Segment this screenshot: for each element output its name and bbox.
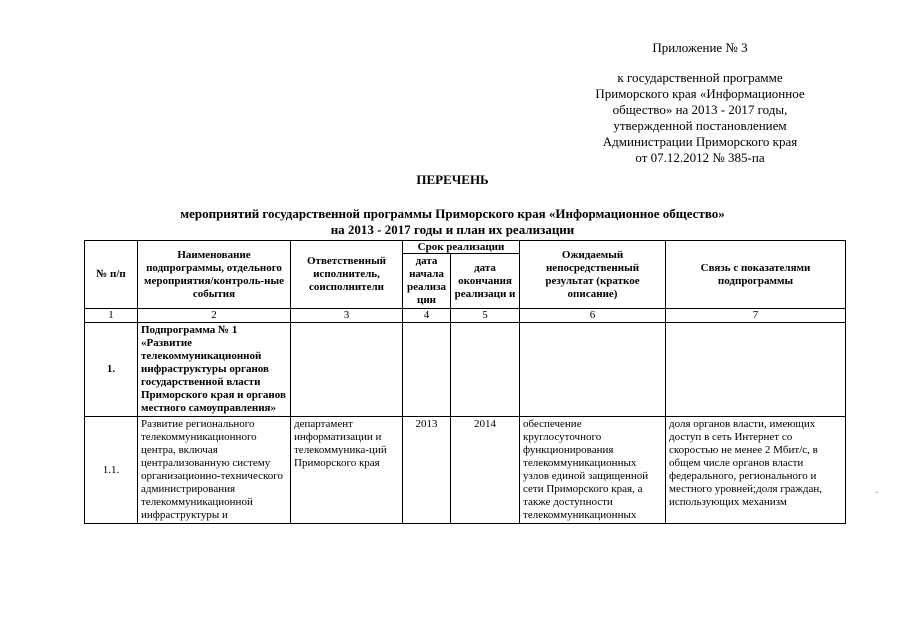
document-subtitle: [0, 206, 905, 238]
header-result: Ожидаемый непосредственный результат (краткое описание): [520, 241, 666, 309]
appendix-header: [575, 40, 825, 166]
appendix-line: общество» на 2013 - 2017 годы,: [612, 102, 788, 117]
appendix-line: Приморского края «Информационное: [595, 86, 805, 101]
appendix-number: Приложение № 3: [652, 40, 748, 55]
row-link: доля органов власти, имеющих доступ в сеть Интернет со скоростью не менее 2 Мбит/с, в общем числе органов власти федерального, регионального и местного уровней;доля граждан, использующих механизм: [666, 417, 846, 524]
appendix-line: Администрации Приморского края: [602, 134, 798, 149]
table-row: [85, 417, 846, 524]
column-number: 3: [291, 309, 403, 323]
header-num: № п/п: [85, 241, 138, 309]
row-start: 2013: [403, 417, 451, 524]
subtitle-line: на 2013 - 2017 годы и план их реализации: [330, 222, 575, 237]
column-number: 7: [666, 309, 846, 323]
row-name: Подпрограмма № 1 «Развитие телекоммуникационной инфраструктуры органов государственной власти Приморского края и органов местного самоуправления»: [138, 323, 291, 417]
row-responsible: департамент информатизации и телекоммуника-ций Приморского края: [291, 417, 403, 524]
appendix-line: от 07.12.2012 № 385-па: [635, 150, 765, 165]
column-number: 4: [403, 309, 451, 323]
header-period: Срок реализации: [403, 241, 520, 254]
document-title: ПЕРЕЧЕНЬ: [416, 172, 489, 187]
header-name: Наименование подпрограммы, отдельного мероприятия/контроль-ные события: [138, 241, 291, 309]
scan-speck: ·: [875, 488, 879, 499]
row-responsible: [291, 323, 403, 417]
row-link: [666, 323, 846, 417]
activities-table: [84, 240, 846, 524]
row-end: [451, 323, 520, 417]
column-number: 2: [138, 309, 291, 323]
appendix-line: к государственной программе: [617, 70, 783, 85]
row-num: 1.: [85, 323, 138, 417]
row-result: [520, 323, 666, 417]
column-number: 1: [85, 309, 138, 323]
column-number-row: [85, 309, 846, 323]
header-end: дата окончания реализаци и: [451, 254, 520, 309]
row-name: Развитие регионального телекоммуникационного центра, включая централизованную систему организационно-технического администрирования телекоммуникационной инфраструктуры и: [138, 417, 291, 524]
row-end: 2014: [451, 417, 520, 524]
header-start: дата начала реализа ции: [403, 254, 451, 309]
row-result: обеспечение круглосуточного функционирования телекоммуникационных узлов единой защищенной сети Приморского края, а также доступности телекоммуникационных: [520, 417, 666, 524]
row-start: [403, 323, 451, 417]
header-responsible: Ответственный исполнитель, соисполнители: [291, 241, 403, 309]
header-link: Связь с показателями подпрограммы: [666, 241, 846, 309]
row-num: 1.1.: [85, 417, 138, 524]
column-number: 6: [520, 309, 666, 323]
table-row: [85, 323, 846, 417]
column-number: 5: [451, 309, 520, 323]
subtitle-line: мероприятий государственной программы Приморского края «Информационное общество»: [180, 206, 725, 221]
header-row: [85, 241, 846, 254]
appendix-line: утвержденной постановлением: [613, 118, 787, 133]
